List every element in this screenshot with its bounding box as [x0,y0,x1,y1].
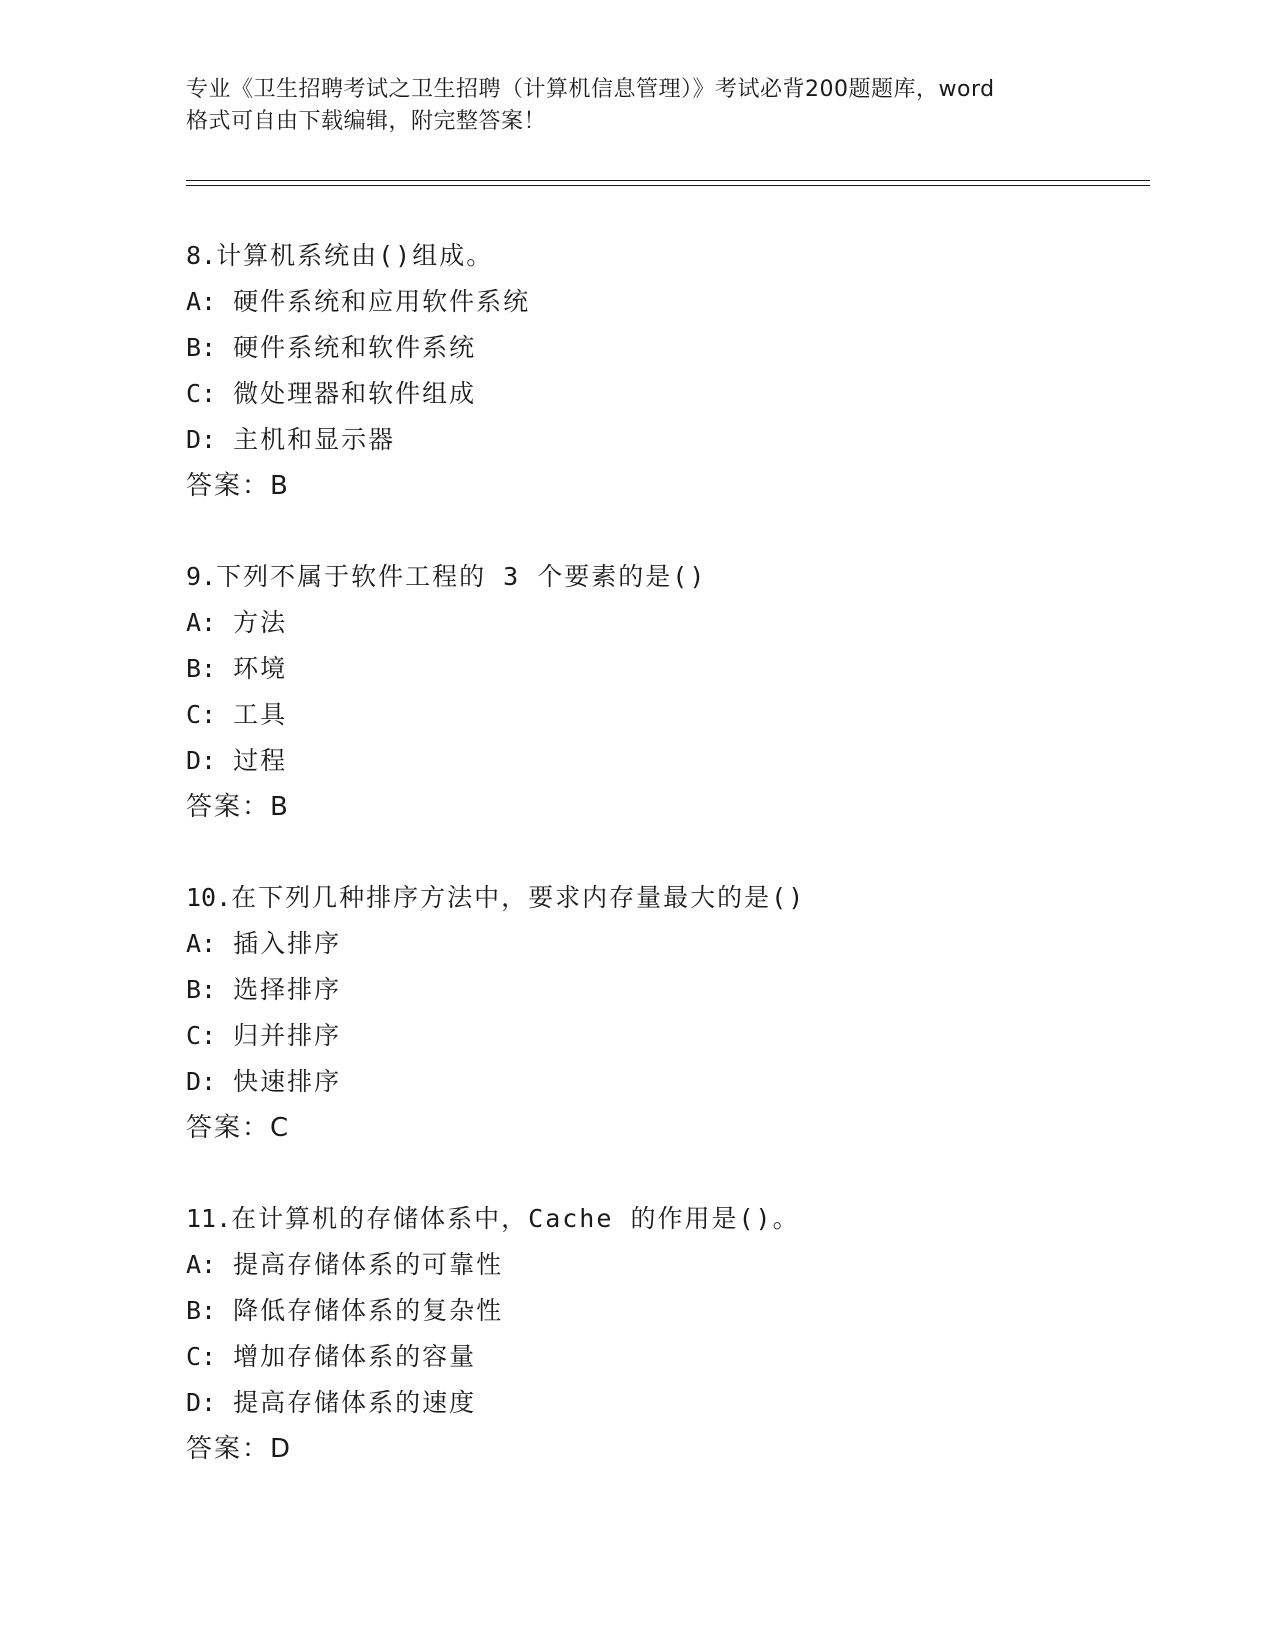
option-d [186,417,1146,463]
document-header [186,74,1086,138]
question-number: 9. [186,562,217,591]
option-text: 降低存储体系的复杂性 [233,1296,504,1325]
header-divider-top [186,180,1150,181]
option-a [186,600,1146,646]
question-9 [186,554,1146,830]
option-text: 归并排序 [233,1021,342,1050]
answer: 答案：B [186,471,290,501]
option-letter: B: [186,333,217,362]
header-line-2: 格式可自由下载编辑，附完整答案！ [186,109,547,134]
option-text: 主机和显示器 [233,425,396,454]
option-c [186,692,1146,738]
question-11 [186,1196,1146,1472]
option-a [186,279,1146,325]
option-letter: A: [186,929,217,958]
option-b [186,646,1146,692]
option-text: 插入排序 [233,929,342,958]
option-text: 硬件系统和软件系统 [233,333,477,362]
option-b [186,325,1146,371]
option-d [186,1380,1146,1426]
header-divider-bottom [186,185,1150,186]
option-letter: D: [186,1067,217,1096]
option-letter: B: [186,1296,217,1325]
header-line-1: 专业《卫生招聘考试之卫生招聘（计算机信息管理）》考试必背200题题库，word [186,77,995,102]
option-letter: C: [186,1342,217,1371]
option-letter: C: [186,379,217,408]
option-text: 提高存储体系的速度 [233,1388,477,1417]
option-a [186,921,1146,967]
option-letter: C: [186,700,217,729]
option-letter: B: [186,975,217,1004]
option-text: 增加存储体系的容量 [233,1342,477,1371]
option-text: 快速排序 [233,1067,342,1096]
option-text: 提高存储体系的可靠性 [233,1250,504,1279]
question-number: 8. [186,241,217,270]
question-stem [186,875,1146,921]
question-text: 在下列几种排序方法中，要求内存量最大的是() [231,883,806,912]
question-list [186,233,1146,1517]
question-10 [186,875,1146,1151]
question-8 [186,233,1146,509]
question-number: 10. [186,883,232,912]
question-stem [186,233,1146,279]
question-stem [186,554,1146,600]
option-text: 方法 [233,608,288,637]
option-b [186,967,1146,1013]
option-d [186,738,1146,784]
option-letter: B: [186,654,217,683]
option-letter: A: [186,1250,217,1279]
option-d [186,1059,1146,1105]
option-text: 硬件系统和应用软件系统 [233,287,531,316]
option-letter: D: [186,1388,217,1417]
option-letter: A: [186,287,217,316]
option-text: 环境 [233,654,288,683]
option-letter: D: [186,425,217,454]
option-c [186,371,1146,417]
option-text: 工具 [233,700,288,729]
option-letter: C: [186,1021,217,1050]
question-number: 11. [186,1204,232,1233]
option-c [186,1013,1146,1059]
option-text: 选择排序 [233,975,342,1004]
answer: 答案：B [186,792,290,822]
question-text: 计算机系统由()组成。 [216,241,494,270]
question-stem [186,1196,1146,1242]
question-text: 下列不属于软件工程的 3 个要素的是() [216,562,707,591]
option-letter: A: [186,608,217,637]
option-a [186,1242,1146,1288]
answer: 答案：D [186,1434,293,1464]
option-b [186,1288,1146,1334]
question-text: 在计算机的存储体系中，Cache 的作用是()。 [231,1204,800,1233]
option-letter: D: [186,746,217,775]
option-text: 微处理器和软件组成 [233,379,477,408]
option-c [186,1334,1146,1380]
answer: 答案：C [186,1113,291,1143]
option-text: 过程 [233,746,288,775]
